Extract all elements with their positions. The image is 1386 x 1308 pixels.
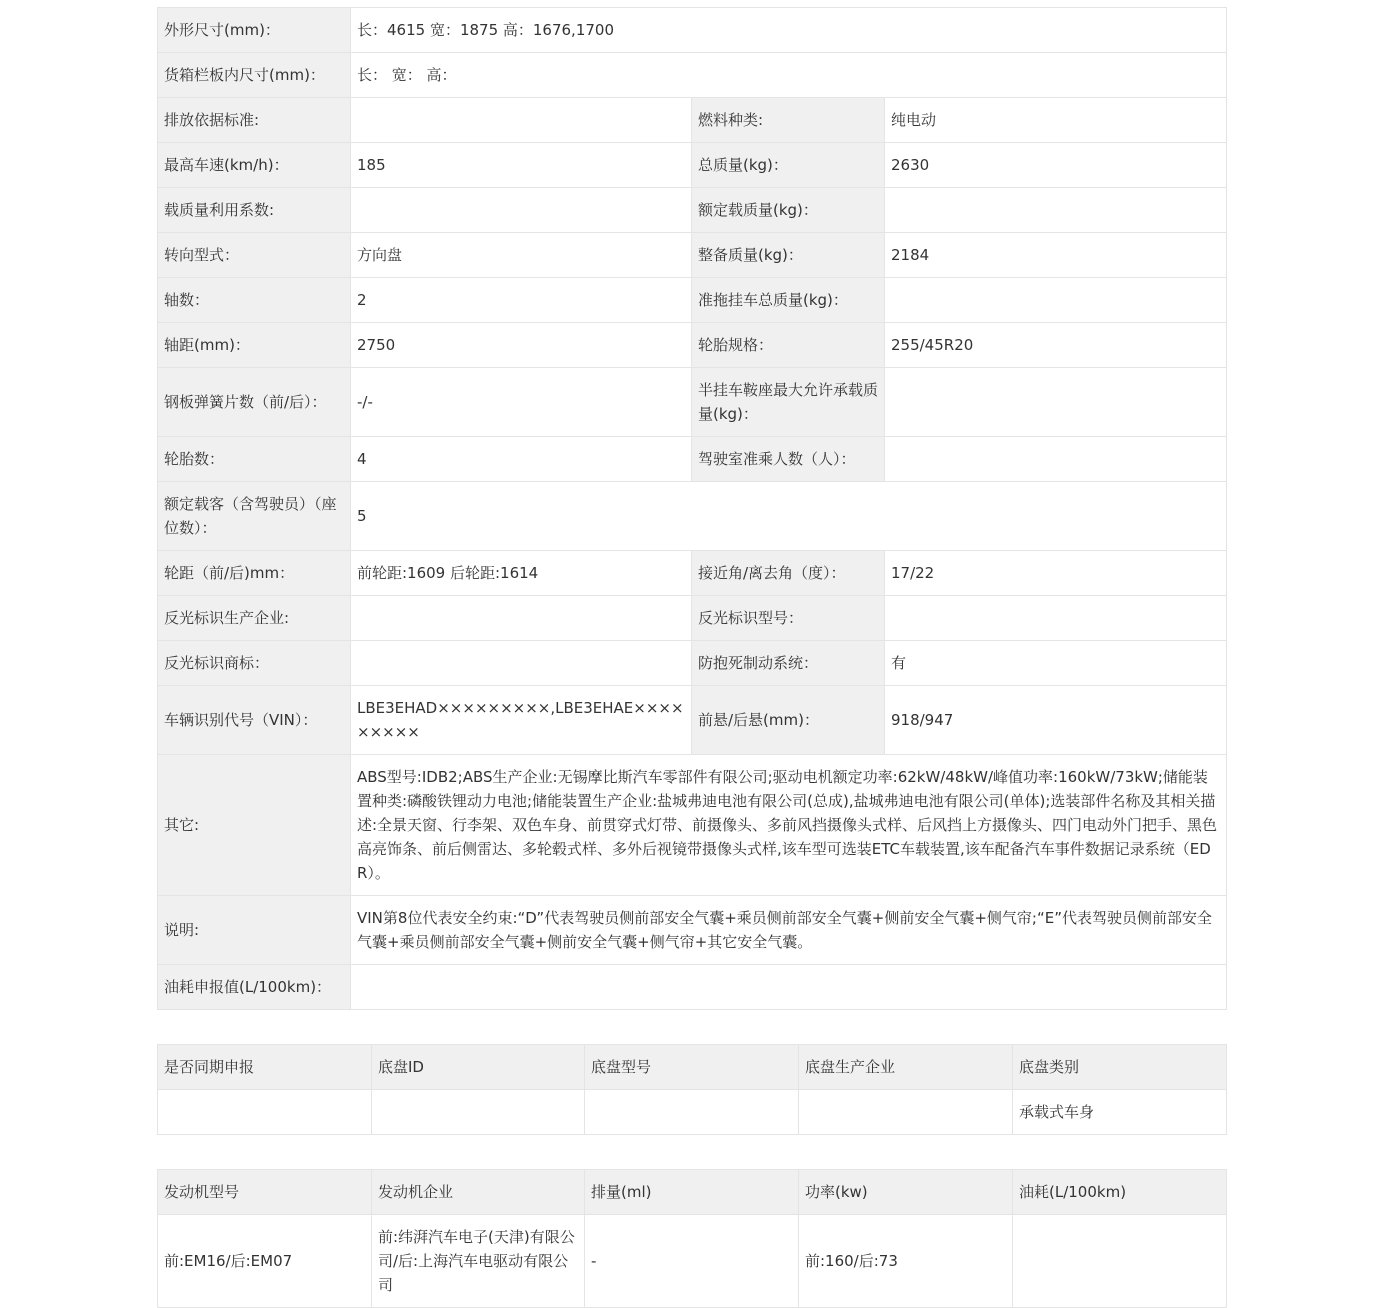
spec-label: 其它: (158, 755, 351, 896)
spec-value: 有 (885, 641, 1227, 686)
chassis-cell: 承载式车身 (1013, 1090, 1227, 1135)
spec-label: 车辆识别代号（VIN）： (158, 686, 351, 755)
spec-value: 2750 (351, 323, 692, 368)
spec-label: 油耗申报值(L/100km)： (158, 965, 351, 1010)
spec-row (158, 98, 1227, 143)
chassis-cell (799, 1090, 1013, 1135)
spec-value: ABS型号:IDB2;ABS生产企业:无锡摩比斯汽车零部件有限公司;驱动电机额定功率:62kW/48kW/峰值功率:160kW/73kW;储能装置种类:磷酸铁锂动力电池;储能装置生产企业:盐城弗迪电池有限公司(总成),盐城弗迪电池有限公司(单体);选装部件名称及其相关描述:全景天窗、行李架、双色车身、前贯穿式灯带、前摄像头、多前风挡摄像头式样、后风挡上方摄像头、四门电动外门把手、黑色高亮饰条、前后侧雷达、多轮毂式样、多外后视镜带摄像头式样,该车型可选装ETC车载装置,该车配备汽车事件数据记录系统（EDR）。 (351, 755, 1227, 896)
chassis-cell (158, 1090, 372, 1135)
spec-label: 半挂车鞍座最大允许承载质量(kg)： (692, 368, 885, 437)
spec-row (158, 53, 1227, 98)
spec-label: 轴距(mm)： (158, 323, 351, 368)
spec-row (158, 596, 1227, 641)
chassis-header-cell: 底盘型号 (585, 1045, 799, 1090)
spec-label: 总质量(kg)： (692, 143, 885, 188)
spec-row (158, 188, 1227, 233)
spec-value: 4 (351, 437, 692, 482)
spec-label: 最高车速(km/h)： (158, 143, 351, 188)
spec-row (158, 755, 1227, 896)
spec-label: 说明: (158, 896, 351, 965)
spec-value (351, 98, 692, 143)
engine-header-cell: 发动机型号 (158, 1170, 372, 1215)
spec-label: 货箱栏板内尺寸(mm)： (158, 53, 351, 98)
spec-row (158, 368, 1227, 437)
spec-value: 长： 宽： 高： (351, 53, 1227, 98)
spec-label: 燃料种类: (692, 98, 885, 143)
engine-cell (1013, 1215, 1227, 1308)
chassis-header-cell: 底盘生产企业 (799, 1045, 1013, 1090)
spec-value: 前轮距:1609 后轮距:1614 (351, 551, 692, 596)
spec-value (885, 437, 1227, 482)
spec-label: 整备质量(kg)： (692, 233, 885, 278)
spec-row (158, 8, 1227, 53)
spec-label: 钢板弹簧片数（前/后）： (158, 368, 351, 437)
table-row (158, 1090, 1227, 1135)
spec-value: -/- (351, 368, 692, 437)
spec-row (158, 323, 1227, 368)
spec-document (157, 7, 1226, 1308)
spec-label: 轮胎规格： (692, 323, 885, 368)
spec-label: 额定载客（含驾驶员）（座位数）： (158, 482, 351, 551)
spec-row (158, 686, 1227, 755)
spec-row (158, 482, 1227, 551)
spec-row (158, 896, 1227, 965)
spec-row (158, 551, 1227, 596)
spec-row (158, 143, 1227, 188)
engine-header-cell: 排量(ml) (585, 1170, 799, 1215)
spec-row (158, 278, 1227, 323)
chassis-table (157, 1044, 1227, 1135)
spec-value: 185 (351, 143, 692, 188)
spec-label: 外形尺寸(mm)： (158, 8, 351, 53)
engine-header-row (158, 1170, 1227, 1215)
spec-value: 长：4615 宽：1875 高：1676,1700 (351, 8, 1227, 53)
spec-row (158, 641, 1227, 686)
spec-value: 17/22 (885, 551, 1227, 596)
chassis-cell (585, 1090, 799, 1135)
spec-value: 2 (351, 278, 692, 323)
spec-label: 接近角/离去角（度）： (692, 551, 885, 596)
spec-row (158, 965, 1227, 1010)
spec-label: 额定载质量(kg)： (692, 188, 885, 233)
chassis-header-cell: 底盘ID (372, 1045, 585, 1090)
spec-label: 反光标识生产企业: (158, 596, 351, 641)
engine-table (157, 1169, 1227, 1308)
spec-value (351, 641, 692, 686)
spec-label: 载质量利用系数: (158, 188, 351, 233)
vehicle-spec-table (157, 7, 1227, 1010)
engine-header-cell: 功率(kw) (799, 1170, 1013, 1215)
spec-value: 2184 (885, 233, 1227, 278)
spec-value (351, 596, 692, 641)
spec-label: 轴数： (158, 278, 351, 323)
spec-value (885, 596, 1227, 641)
spec-value (885, 188, 1227, 233)
engine-header-cell: 油耗(L/100km) (1013, 1170, 1227, 1215)
spec-value (351, 188, 692, 233)
spec-label: 防抱死制动系统： (692, 641, 885, 686)
spec-label: 驾驶室准乘人数（人）： (692, 437, 885, 482)
spec-label: 准拖挂车总质量(kg)： (692, 278, 885, 323)
engine-cell: 前:160/后:73 (799, 1215, 1013, 1308)
spec-row (158, 233, 1227, 278)
spec-label: 反光标识商标： (158, 641, 351, 686)
spec-value: 2630 (885, 143, 1227, 188)
spec-value: 方向盘 (351, 233, 692, 278)
spec-label: 轮胎数： (158, 437, 351, 482)
spec-value (885, 278, 1227, 323)
chassis-header-row (158, 1045, 1227, 1090)
engine-cell: 前:EM16/后:EM07 (158, 1215, 372, 1308)
spec-row (158, 437, 1227, 482)
spec-value (885, 368, 1227, 437)
spec-value: VIN第8位代表安全约束:“D”代表驾驶员侧前部安全气囊+乘员侧前部安全气囊+侧前安全气囊+侧气帘;“E”代表驾驶员侧前部安全气囊+乘员侧前部安全气囊+侧前安全气囊+侧气帘+其它安全气囊。 (351, 896, 1227, 965)
spec-label: 前悬/后悬(mm)： (692, 686, 885, 755)
spec-value: 5 (351, 482, 1227, 551)
engine-header-cell: 发动机企业 (372, 1170, 585, 1215)
spec-label: 轮距（前/后)mm： (158, 551, 351, 596)
engine-cell: - (585, 1215, 799, 1308)
spec-value: 255/45R20 (885, 323, 1227, 368)
spec-value: 纯电动 (885, 98, 1227, 143)
spec-value: 918/947 (885, 686, 1227, 755)
spec-label: 转向型式： (158, 233, 351, 278)
spec-value: LBE3EHAD×××××××××,LBE3EHAE××××××××× (351, 686, 692, 755)
table-row (158, 1215, 1227, 1308)
chassis-header-cell: 底盘类别 (1013, 1045, 1227, 1090)
chassis-cell (372, 1090, 585, 1135)
spec-label: 反光标识型号： (692, 596, 885, 641)
chassis-header-cell: 是否同期申报 (158, 1045, 372, 1090)
engine-cell: 前:纬湃汽车电子(天津)有限公司/后:上海汽车电驱动有限公司 (372, 1215, 585, 1308)
spec-label: 排放依据标准: (158, 98, 351, 143)
spec-value (351, 965, 1227, 1010)
